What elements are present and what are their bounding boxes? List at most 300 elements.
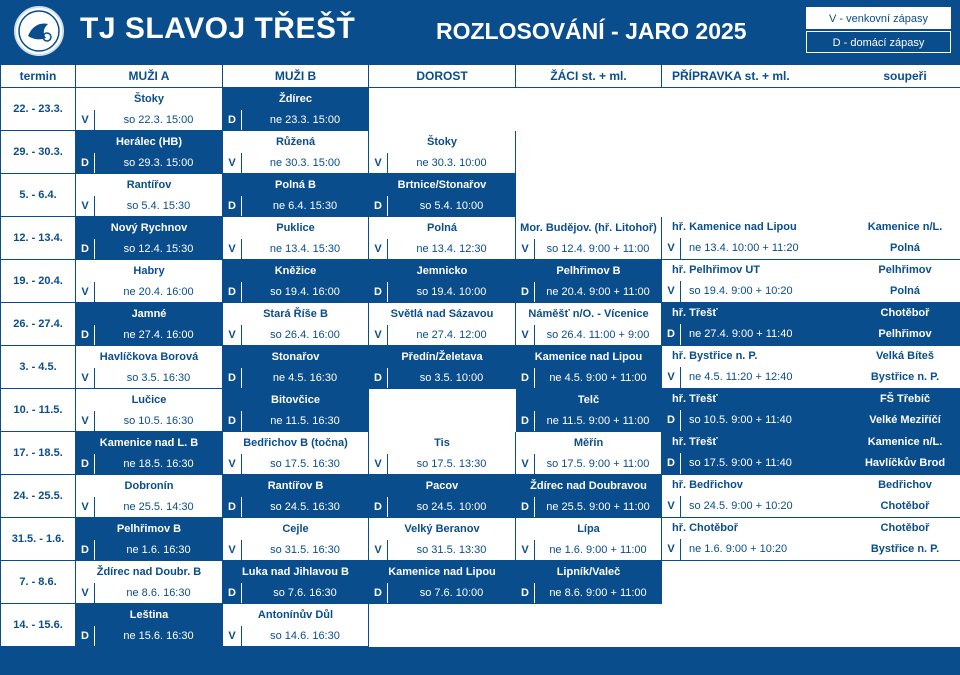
home-away-flag: V bbox=[228, 329, 236, 341]
match-cell bbox=[223, 561, 369, 604]
pripravka-bottom-row bbox=[662, 453, 960, 474]
opponent-2: Chotěboř bbox=[880, 500, 930, 512]
opponent-name: Ždírec nad Doubr. B bbox=[96, 566, 202, 578]
home-away-flag: V bbox=[662, 496, 681, 517]
match-date: ne 11.5. 16:30 bbox=[241, 411, 368, 431]
home-away-flag: V bbox=[374, 329, 382, 341]
match-cell bbox=[369, 303, 516, 346]
opponent-name: Puklice bbox=[276, 222, 315, 234]
home-away-flag: V bbox=[662, 281, 681, 302]
match-date: so 19.4. 10:00 bbox=[387, 282, 515, 302]
opponent-name: Bedřichov B (točna) bbox=[243, 437, 348, 449]
home-away-flag: D bbox=[521, 372, 529, 384]
match-info bbox=[516, 239, 661, 259]
opponent-name: Jemnicko bbox=[416, 265, 468, 277]
table-row bbox=[1, 432, 960, 475]
match-cell bbox=[223, 217, 369, 260]
match-info bbox=[76, 540, 222, 560]
match-cell bbox=[369, 260, 516, 303]
match-info bbox=[76, 454, 222, 474]
match-date: so 12.4. 15:30 bbox=[94, 239, 222, 259]
col-header-zaci: ŽÁCI st. + ml. bbox=[516, 65, 662, 88]
home-away-flag: D bbox=[228, 200, 236, 212]
opponent-name: Dobronín bbox=[124, 480, 174, 492]
match-date: so 31.5. 16:30 bbox=[241, 540, 368, 560]
match-info bbox=[223, 411, 368, 431]
match-date: ne 30.3. 10:00 bbox=[387, 153, 515, 173]
home-away-flag: D bbox=[374, 286, 382, 298]
match-cell bbox=[223, 346, 369, 389]
home-away-flag: D bbox=[228, 587, 236, 599]
opponent-name: Kamenice nad L. B bbox=[99, 437, 199, 449]
match-date: so 5.4. 10:00 bbox=[387, 196, 515, 216]
match-cell bbox=[516, 518, 662, 561]
match-date: so 19.4. 9:00 + 10:20 bbox=[689, 285, 793, 297]
club-logo bbox=[14, 6, 64, 56]
term-cell: 26. - 27.4. bbox=[1, 303, 76, 346]
home-away-flag: V bbox=[521, 544, 529, 556]
table-row bbox=[1, 260, 960, 303]
match-cell bbox=[76, 561, 223, 604]
match-date: so 26.4. 11:00 + 9:00 bbox=[534, 325, 661, 345]
opponent-name: Kněžice bbox=[274, 265, 317, 277]
match-date: ne 1.6. 16:30 bbox=[94, 540, 222, 560]
venue-name: hř. Bedřichov bbox=[672, 479, 743, 491]
home-away-flag: V bbox=[81, 587, 89, 599]
opponent-name: Luka nad Jihlavou B bbox=[242, 566, 349, 578]
opponent-2: Havlíčkův Brod bbox=[864, 457, 946, 469]
home-away-flag: V bbox=[662, 238, 681, 259]
empty-cell bbox=[516, 604, 662, 647]
opponent-name: Mor. Budějov. (hř. Litohoř) bbox=[520, 222, 657, 234]
opponent-name: Lipník/Valeč bbox=[556, 566, 621, 578]
match-info bbox=[76, 239, 222, 259]
term-cell: 17. - 18.5. bbox=[1, 432, 76, 475]
term-cell: 12. - 13.4. bbox=[1, 217, 76, 260]
match-info bbox=[516, 282, 661, 302]
empty-cell bbox=[516, 131, 662, 174]
legend bbox=[806, 7, 951, 53]
opponent-name: Leština bbox=[129, 609, 169, 621]
match-cell bbox=[223, 88, 369, 131]
match-info bbox=[76, 497, 222, 517]
match-info bbox=[369, 196, 515, 216]
term-cell: 3. - 4.5. bbox=[1, 346, 76, 389]
home-away-flag: V bbox=[228, 243, 236, 255]
opponent-name: Ždírec nad Doubravou bbox=[530, 480, 647, 492]
match-date: ne 20.4. 9:00 + 11:00 bbox=[534, 282, 661, 302]
home-away-flag: V bbox=[81, 415, 89, 427]
table-row bbox=[1, 217, 960, 260]
opponent-name: Herálec (HB) bbox=[115, 136, 183, 148]
opponent-name: Světlá nad Sázavou bbox=[390, 308, 494, 320]
col-header-termin: termin bbox=[1, 65, 76, 88]
match-info bbox=[516, 583, 661, 603]
match-cell bbox=[369, 432, 516, 475]
club-title: TJ SLAVOJ TŘEŠŤ bbox=[80, 12, 356, 45]
home-away-flag: D bbox=[521, 286, 529, 298]
match-info bbox=[369, 454, 515, 474]
match-date: so 17.5. 13:30 bbox=[387, 454, 515, 474]
opponent-name: Štoky bbox=[134, 93, 164, 105]
match-info bbox=[223, 454, 368, 474]
match-cell bbox=[76, 217, 223, 260]
match-cell bbox=[662, 346, 960, 389]
match-cell bbox=[516, 260, 662, 303]
match-info bbox=[223, 153, 368, 173]
opponent-name: Ždírec bbox=[278, 93, 312, 105]
opponent-name: Cejle bbox=[282, 523, 309, 535]
match-cell bbox=[76, 346, 223, 389]
match-date: ne 6.4. 15:30 bbox=[241, 196, 368, 216]
match-date: ne 18.5. 16:30 bbox=[94, 454, 222, 474]
match-info bbox=[76, 196, 222, 216]
empty-cell bbox=[662, 88, 960, 131]
opponent-name: Nový Rychnov bbox=[110, 222, 188, 234]
opponent-name: Polná B bbox=[275, 179, 316, 191]
home-away-flag: V bbox=[662, 367, 681, 388]
home-away-flag: V bbox=[374, 157, 382, 169]
opponent-1: FŠ Třebíč bbox=[879, 393, 931, 405]
match-cell bbox=[76, 131, 223, 174]
home-away-flag: D bbox=[374, 200, 382, 212]
match-info bbox=[223, 196, 368, 216]
opponent-name: Velký Beranov bbox=[404, 523, 480, 535]
home-away-flag: D bbox=[81, 157, 89, 169]
table-row bbox=[1, 174, 960, 217]
opponent-name: Brtnice/Stonařov bbox=[397, 179, 487, 191]
opponent-name: Rantířov bbox=[126, 179, 172, 191]
match-cell bbox=[223, 303, 369, 346]
match-info bbox=[369, 282, 515, 302]
match-cell bbox=[369, 475, 516, 518]
header bbox=[0, 0, 960, 62]
match-cell bbox=[223, 260, 369, 303]
term-cell: 31.5. - 1.6. bbox=[1, 518, 76, 561]
match-info bbox=[76, 153, 222, 173]
home-away-flag: D bbox=[81, 329, 89, 341]
opponent-name: Jamné bbox=[131, 308, 167, 320]
home-away-flag: V bbox=[374, 243, 382, 255]
venue-name: hř. Třešť bbox=[672, 436, 718, 448]
match-info bbox=[369, 368, 515, 388]
opponent-1: Velká Bíteš bbox=[875, 350, 935, 362]
opponent-name: Pelhřimov B bbox=[116, 523, 182, 535]
match-info bbox=[76, 411, 222, 431]
home-away-flag: D bbox=[228, 501, 236, 513]
term-cell: 24. - 25.5. bbox=[1, 475, 76, 518]
match-cell bbox=[662, 475, 960, 518]
col-header-muzi-a: MUŽI A bbox=[76, 65, 223, 88]
match-info bbox=[369, 325, 515, 345]
table-row bbox=[1, 131, 960, 174]
opponent-name: Tis bbox=[434, 437, 450, 449]
venue-name: hř. Chotěboř bbox=[672, 522, 738, 534]
opponent-2: Bystřice n. P. bbox=[870, 543, 940, 555]
match-date: so 26.4. 16:00 bbox=[241, 325, 368, 345]
venue-name: hř. Třešť bbox=[672, 393, 718, 405]
match-date: ne 25.5. 14:30 bbox=[94, 497, 222, 517]
pripravka-top-row bbox=[662, 475, 960, 496]
match-date: ne 13.4. 10:00 + 11:20 bbox=[689, 242, 799, 254]
match-cell bbox=[662, 303, 960, 346]
match-cell bbox=[516, 432, 662, 475]
match-info bbox=[516, 368, 661, 388]
pripravka-top-row bbox=[662, 518, 960, 539]
match-date: so 7.6. 10:00 bbox=[387, 583, 515, 603]
match-date: ne 15.6. 16:30 bbox=[94, 626, 222, 646]
venue-name: hř. Kamenice nad Lipou bbox=[672, 221, 797, 233]
opponent-name: Kamenice nad Lipou bbox=[388, 566, 496, 578]
home-away-flag: V bbox=[228, 157, 236, 169]
opponent-name: Pelhřimov B bbox=[556, 265, 621, 277]
empty-cell bbox=[369, 604, 516, 647]
match-cell bbox=[223, 174, 369, 217]
match-cell bbox=[223, 432, 369, 475]
match-date: so 24.5. 10:00 bbox=[387, 497, 515, 517]
match-date: so 3.5. 16:30 bbox=[94, 368, 222, 388]
match-date: ne 11.5. 9:00 + 11:00 bbox=[534, 411, 661, 431]
match-cell bbox=[369, 174, 516, 217]
pripravka-top-row bbox=[662, 217, 960, 238]
match-cell bbox=[76, 260, 223, 303]
match-date: ne 1.6. 9:00 + 11:00 bbox=[534, 540, 661, 560]
opponent-name: Kamenice nad Lipou bbox=[534, 351, 643, 363]
venue-name: hř. Třešť bbox=[672, 307, 718, 319]
schedule-table bbox=[0, 64, 960, 647]
opponent-1: Chotěboř bbox=[880, 307, 930, 319]
home-away-flag: V bbox=[662, 539, 681, 560]
opponent-name: Štoky bbox=[427, 136, 457, 148]
match-cell bbox=[516, 346, 662, 389]
opponent-name: Růžená bbox=[275, 136, 316, 148]
match-info bbox=[76, 282, 222, 302]
match-date: ne 27.4. 16:00 bbox=[94, 325, 222, 345]
venue-name: hř. Pelhřimov UT bbox=[672, 264, 761, 276]
term-cell: 14. - 15.6. bbox=[1, 604, 76, 647]
match-cell bbox=[662, 217, 960, 260]
match-date: so 14.6. 16:30 bbox=[241, 626, 368, 646]
table-row bbox=[1, 88, 960, 131]
match-date: ne 8.6. 9:00 + 11:00 bbox=[534, 583, 661, 603]
match-date: ne 27.4. 12:00 bbox=[387, 325, 515, 345]
opponent-1: Chotěboř bbox=[880, 522, 930, 534]
home-away-flag: D bbox=[228, 286, 236, 298]
match-info bbox=[223, 583, 368, 603]
match-date: so 19.4. 16:00 bbox=[241, 282, 368, 302]
match-cell bbox=[662, 389, 960, 432]
home-away-flag: D bbox=[521, 415, 529, 427]
match-cell bbox=[369, 346, 516, 389]
match-date: so 17.5. 9:00 + 11:40 bbox=[689, 457, 792, 469]
match-cell bbox=[76, 174, 223, 217]
match-date: so 17.5. 16:30 bbox=[241, 454, 368, 474]
match-cell bbox=[76, 303, 223, 346]
table-row bbox=[1, 303, 960, 346]
match-date: so 3.5. 10:00 bbox=[387, 368, 515, 388]
match-cell bbox=[76, 518, 223, 561]
home-away-flag: V bbox=[81, 372, 89, 384]
home-away-flag: V bbox=[81, 286, 89, 298]
home-away-flag: D bbox=[228, 372, 236, 384]
match-date: so 31.5. 13:30 bbox=[387, 540, 515, 560]
match-cell bbox=[223, 131, 369, 174]
match-date: ne 13.4. 15:30 bbox=[241, 239, 368, 259]
match-info bbox=[369, 540, 515, 560]
pripravka-top-row bbox=[662, 389, 960, 410]
opponent-name: Antonínův Důl bbox=[257, 609, 334, 621]
opponent-name: Bitovčice bbox=[271, 394, 320, 406]
home-away-flag: V bbox=[521, 329, 529, 341]
opponent-name: Rantířov B bbox=[267, 480, 324, 492]
home-away-flag: D bbox=[374, 587, 382, 599]
home-away-flag: D bbox=[374, 372, 382, 384]
match-info bbox=[369, 497, 515, 517]
opponent-name: Havlíčkova Borová bbox=[99, 351, 199, 363]
empty-cell bbox=[516, 174, 662, 217]
opponent-name: Měřín bbox=[573, 437, 604, 449]
match-info bbox=[516, 325, 661, 345]
match-cell bbox=[223, 475, 369, 518]
home-away-flag: V bbox=[81, 200, 89, 212]
opponent-2: Velké Meziříčí bbox=[869, 414, 941, 426]
match-cell bbox=[662, 432, 960, 475]
table-row bbox=[1, 389, 960, 432]
home-away-flag: V bbox=[521, 458, 529, 470]
match-info bbox=[76, 368, 222, 388]
opponent-name: Lučice bbox=[131, 394, 167, 406]
col-header-dorost: DOROST bbox=[369, 65, 516, 88]
pripravka-top-row bbox=[662, 432, 960, 453]
match-date: so 7.6. 16:30 bbox=[241, 583, 368, 603]
home-away-flag: V bbox=[521, 243, 529, 255]
match-date: so 22.3. 15:00 bbox=[94, 110, 222, 130]
term-cell: 10. - 11.5. bbox=[1, 389, 76, 432]
col-header-muzi-b: MUŽI B bbox=[223, 65, 369, 88]
match-cell bbox=[516, 561, 662, 604]
match-cell bbox=[516, 475, 662, 518]
opponent-2: Polná bbox=[890, 285, 920, 297]
home-away-flag: D bbox=[662, 453, 681, 474]
empty-cell bbox=[662, 131, 960, 174]
opponent-name: Lípa bbox=[577, 523, 600, 535]
venue-name: hř. Bystřice n. P. bbox=[672, 350, 758, 362]
home-away-flag: D bbox=[228, 415, 236, 427]
empty-cell bbox=[662, 604, 960, 647]
match-cell bbox=[76, 88, 223, 131]
match-info bbox=[516, 497, 661, 517]
pripravka-top-row bbox=[662, 260, 960, 281]
match-info bbox=[76, 325, 222, 345]
pripravka-bottom-row bbox=[662, 281, 960, 302]
match-cell bbox=[369, 518, 516, 561]
opponent-1: Pelhřimov bbox=[878, 264, 932, 276]
match-date: so 29.3. 15:00 bbox=[94, 153, 222, 173]
match-cell bbox=[369, 217, 516, 260]
pripravka-bottom-row bbox=[662, 410, 960, 431]
legend-away: V - venkovní zápasy bbox=[806, 7, 951, 29]
match-info bbox=[76, 583, 222, 603]
home-away-flag: D bbox=[521, 587, 529, 599]
match-info bbox=[223, 540, 368, 560]
match-info bbox=[516, 454, 661, 474]
match-date: so 24.5. 16:30 bbox=[241, 497, 368, 517]
home-away-flag: D bbox=[81, 458, 89, 470]
match-cell bbox=[223, 518, 369, 561]
empty-cell bbox=[369, 389, 516, 432]
match-info bbox=[223, 110, 368, 130]
pripravka-bottom-row bbox=[662, 496, 960, 517]
term-cell: 19. - 20.4. bbox=[1, 260, 76, 303]
opponent-name: Stonařov bbox=[271, 351, 320, 363]
pripravka-top-row bbox=[662, 303, 960, 324]
home-away-flag: D bbox=[228, 114, 236, 126]
match-info bbox=[76, 626, 222, 646]
opponent-1: Kamenice n/L. bbox=[867, 221, 943, 233]
match-info bbox=[223, 626, 368, 646]
match-cell bbox=[76, 604, 223, 647]
opponent-2: Polná bbox=[890, 242, 920, 254]
opponent-name: Předín/Želetava bbox=[401, 351, 483, 363]
table-row bbox=[1, 518, 960, 561]
col-header-pripravka bbox=[662, 65, 960, 88]
match-date: so 12.4. 9:00 + 11:00 bbox=[534, 239, 661, 259]
header-row bbox=[1, 65, 960, 88]
home-away-flag: D bbox=[81, 630, 89, 642]
match-info bbox=[223, 368, 368, 388]
match-info bbox=[76, 110, 222, 130]
table-row bbox=[1, 346, 960, 389]
home-away-flag: D bbox=[662, 324, 681, 345]
match-info bbox=[223, 239, 368, 259]
home-away-flag: D bbox=[81, 243, 89, 255]
match-cell bbox=[76, 432, 223, 475]
match-info bbox=[516, 411, 661, 431]
match-info bbox=[223, 282, 368, 302]
pripravka-bottom-row bbox=[662, 367, 960, 388]
opponent-name: Stará Říše B bbox=[263, 308, 328, 320]
pripravka-bottom-row bbox=[662, 324, 960, 345]
match-date: ne 4.5. 11:20 + 12:40 bbox=[689, 371, 793, 383]
home-away-flag: V bbox=[81, 114, 89, 126]
opponent-name: Polná bbox=[427, 222, 457, 234]
opponent-name: Náměšť n/O. - Vícenice bbox=[528, 308, 649, 320]
match-cell bbox=[516, 217, 662, 260]
home-away-flag: D bbox=[374, 501, 382, 513]
match-info bbox=[369, 583, 515, 603]
term-cell: 7. - 8.6. bbox=[1, 561, 76, 604]
match-date: so 17.5. 9:00 + 11:00 bbox=[534, 454, 661, 474]
match-date: ne 4.5. 9:00 + 11:00 bbox=[534, 368, 661, 388]
empty-cell bbox=[516, 88, 662, 131]
match-date: ne 8.6. 16:30 bbox=[94, 583, 222, 603]
pripravka-bottom-row bbox=[662, 539, 960, 560]
match-cell bbox=[223, 389, 369, 432]
match-date: ne 27.4. 9:00 + 11:40 bbox=[689, 328, 793, 340]
opponent-1: Kamenice n/L. bbox=[867, 436, 943, 448]
term-cell: 5. - 6.4. bbox=[1, 174, 76, 217]
opponent-2: Bystřice n. P. bbox=[870, 371, 940, 383]
match-info bbox=[369, 239, 515, 259]
opponent-1: Bedřichov bbox=[878, 479, 932, 491]
match-date: so 10.5. 16:30 bbox=[94, 411, 222, 431]
home-away-flag: V bbox=[228, 458, 236, 470]
match-date: ne 23.3. 15:00 bbox=[241, 110, 368, 130]
pripravka-top-row bbox=[662, 346, 960, 367]
legend-home: D - domácí zápasy bbox=[806, 31, 951, 53]
opponent-name: Telč bbox=[577, 394, 600, 406]
match-cell bbox=[223, 604, 369, 647]
